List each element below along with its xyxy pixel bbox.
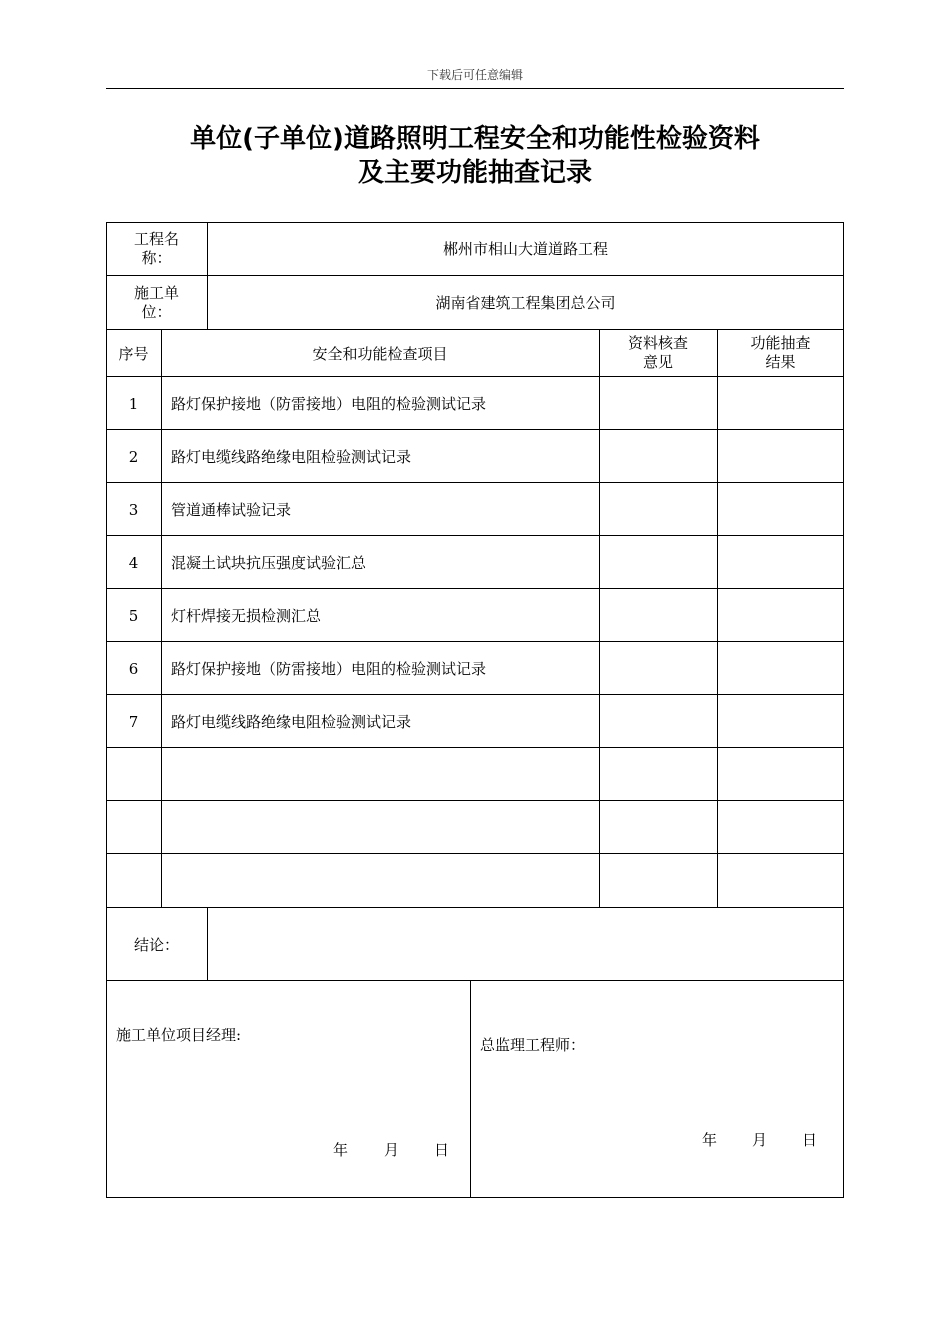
row-item: 路灯保护接地（防雷接地）电阻的检验测试记录 xyxy=(171,660,487,678)
col-header-seq: 序号 xyxy=(118,344,149,363)
row-item: 路灯电缆线路绝缘电阻检验测试记录 xyxy=(171,448,412,466)
contractor-label: 施工单 位： xyxy=(133,283,179,321)
row-seq: 3 xyxy=(128,500,139,519)
row-item: 混凝土试块抗压强度试验汇总 xyxy=(171,554,367,572)
header-note: 下载后可任意编辑 xyxy=(426,68,523,82)
title-line-2: 及主要功能抽查记录 xyxy=(357,158,592,188)
col-header-review: 资料核查 意见 xyxy=(627,334,688,371)
row-item: 路灯保护接地（防雷接地）电阻的检验测试记录 xyxy=(171,395,487,413)
sign-right-year: 年 xyxy=(702,1131,718,1149)
chief-supervisor-label: 总监理工程师： xyxy=(480,1036,586,1054)
row-seq: 7 xyxy=(128,712,139,731)
col-header-item: 安全和功能检查项目 xyxy=(312,344,448,363)
contractor-value: 湖南省建筑工程集团总公司 xyxy=(435,294,616,312)
page-title xyxy=(0,122,950,190)
row-seq: 6 xyxy=(128,659,139,678)
row-item: 管道通棒试验记录 xyxy=(171,501,292,519)
row-item xyxy=(161,801,599,854)
signature-divider xyxy=(470,980,471,1198)
row-seq xyxy=(106,748,161,801)
row-item: 灯杆焊接无损检测汇总 xyxy=(171,607,322,625)
sign-right-month: 月 xyxy=(752,1131,768,1149)
col-divider-item xyxy=(599,329,600,908)
conclusion-label: 结论： xyxy=(133,935,179,954)
row-seq xyxy=(106,854,161,907)
sign-left-month: 月 xyxy=(384,1141,400,1159)
signature-box xyxy=(106,980,844,1198)
sign-left-year: 年 xyxy=(333,1141,349,1159)
sign-right-day: 日 xyxy=(802,1131,818,1149)
row-seq: 2 xyxy=(128,447,139,466)
row-seq: 4 xyxy=(128,553,139,572)
row-seq: 5 xyxy=(128,606,139,625)
row-seq: 1 xyxy=(128,394,139,413)
conclusion-box xyxy=(106,907,844,981)
sign-left-day: 日 xyxy=(434,1141,450,1159)
project-name-label: 工程名 称： xyxy=(133,229,179,267)
header-rule xyxy=(106,88,844,89)
col-header-spot: 功能抽查 结果 xyxy=(750,334,811,371)
row-item xyxy=(161,854,599,907)
project-name-value: 郴州市相山大道道路工程 xyxy=(442,240,608,258)
row-item: 路灯电缆线路绝缘电阻检验测试记录 xyxy=(171,713,412,731)
contractor-manager-label: 施工单位项目经理: xyxy=(116,1026,242,1044)
row-item xyxy=(161,748,599,801)
col-divider-review xyxy=(717,329,718,908)
title-line-1: 单位(子单位)道路照明工程安全和功能性检验资料 xyxy=(190,124,760,154)
row-seq xyxy=(106,801,161,854)
conclusion-divider xyxy=(207,907,208,981)
